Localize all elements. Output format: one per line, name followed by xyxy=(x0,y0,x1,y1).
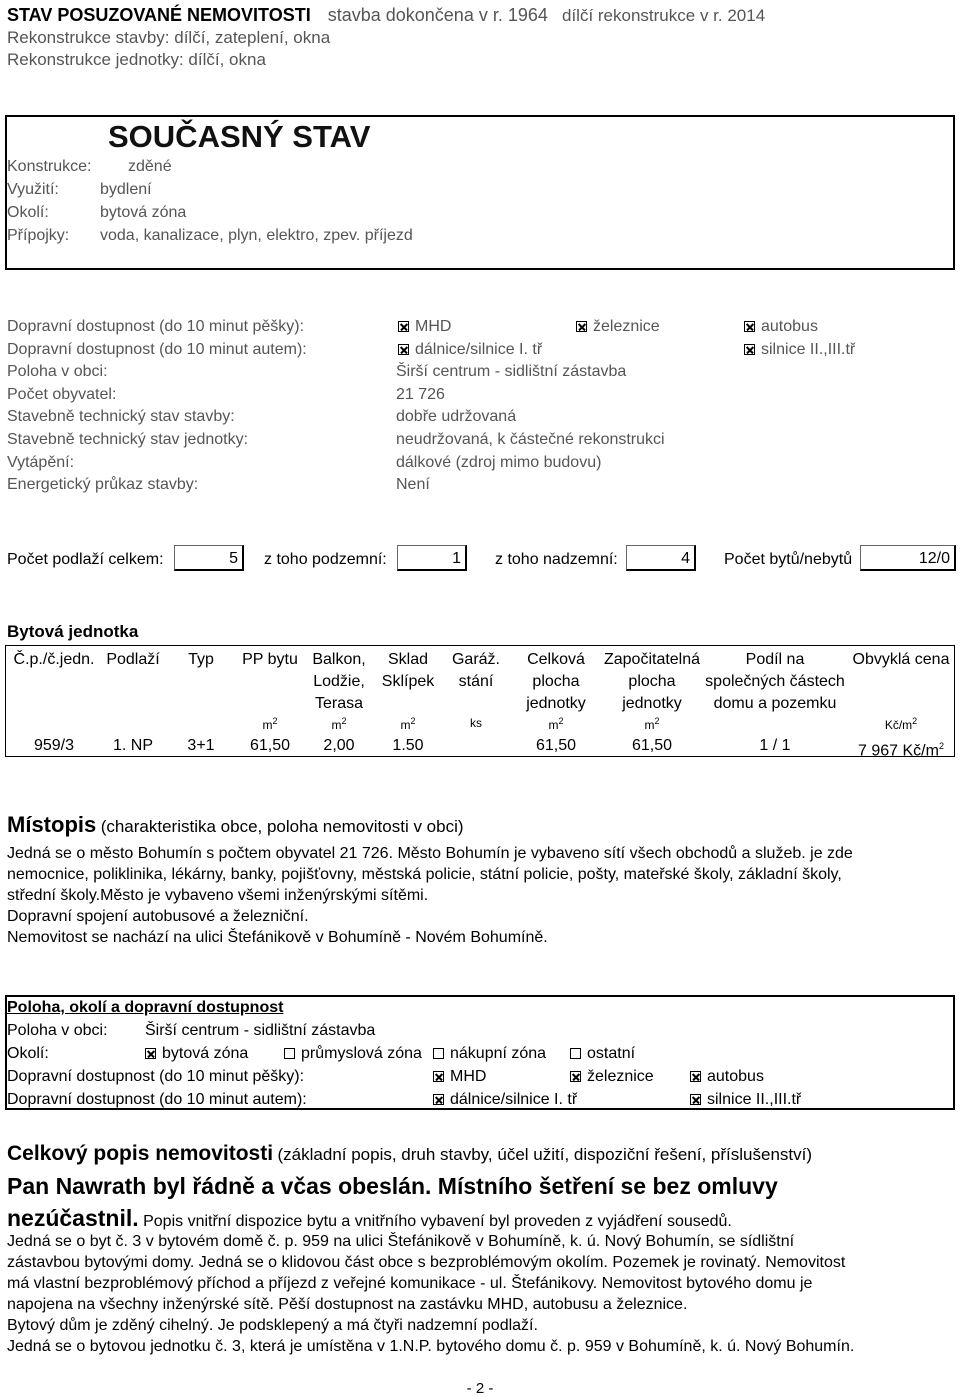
walk-mhd: MHD xyxy=(398,317,451,336)
unit-countable-area: $m^2$ xyxy=(644,716,660,732)
description-notice-end xyxy=(7,1205,732,1233)
floors-above-value: 4 xyxy=(626,545,696,571)
mistopis-heading xyxy=(7,812,464,838)
floors-above-label: z toho nadzemní: xyxy=(495,551,618,568)
unit-garage: ks xyxy=(470,716,482,730)
description-title: Celkový popis nemovitosti xyxy=(7,1142,274,1165)
construction-label: Konstrukce: xyxy=(7,158,92,175)
description-notice-word: nezúčastnil. xyxy=(7,1205,139,1231)
description-line: napojena na všechny inženýrské sítě. Pěší dostupnost na zastávku MHD, autobusu a železnice. xyxy=(7,1296,688,1313)
th-cp: Č.p./č.jedn. xyxy=(13,651,95,668)
walk-access-label: Dopravní dostupnost (do 10 minut pěšky): xyxy=(7,318,305,335)
checkbox-checked-icon xyxy=(433,1071,444,1082)
location-poloha-value: Širší centrum - sidlištní zástavba xyxy=(145,1022,376,1039)
info-value: dálkové (zdroj mimo budovu) xyxy=(396,454,602,471)
th-floor: Podlaží xyxy=(106,651,160,668)
floors-total-label: Počet podlaží celkem: xyxy=(7,551,164,568)
info-value: Není xyxy=(396,476,430,493)
description-line: Bytový dům je zděný cihelný. Je podsklepený a má čtyři nadzemní podlaží. xyxy=(7,1317,538,1334)
td-pp: 61,50 xyxy=(249,737,291,754)
info-label: Poloha v obci: xyxy=(7,363,108,380)
mistopis-line: Nemovitost se nachází na ulici Štefánikově v Bohumíně - Novém Bohumíně. xyxy=(7,929,548,946)
utilities-value: voda, kanalizace, plyn, elektro, zpev. příjezd xyxy=(100,227,413,244)
report-title: STAV POSUZOVANÉ NEMOVITOSTI xyxy=(7,5,311,25)
checkbox-checked-icon xyxy=(744,344,755,355)
checkbox-checked-icon xyxy=(398,344,409,355)
td-price: 7 967 $Kč/m^2$ xyxy=(858,741,944,760)
th-storage: Sklad Sklípek xyxy=(381,651,435,690)
unit-total-area: $m^2$ xyxy=(548,716,564,732)
location-car-highway: dálnice/silnice I. tř xyxy=(433,1090,577,1109)
usage-value: bydlení xyxy=(100,181,152,198)
checkbox-checked-icon xyxy=(145,1048,156,1059)
unit-storage: $m^2$ xyxy=(400,716,416,732)
usage-label: Využití: xyxy=(7,181,59,198)
mistopis-text xyxy=(7,843,953,948)
location-walk-bus: autobus xyxy=(690,1067,764,1086)
location-car-label: Dopravní dostupnost (do 10 minut autem): xyxy=(7,1091,307,1108)
info-label: Počet obyvatel: xyxy=(7,386,117,403)
location-walk-label: Dopravní dostupnost (do 10 minut pěšky): xyxy=(7,1068,305,1085)
checkbox-checked-icon xyxy=(570,1071,581,1082)
building-renovation: Rekonstrukce stavby: dílčí, zateplení, okna xyxy=(7,28,331,47)
checkbox-checked-icon xyxy=(576,321,587,332)
th-type: Typ xyxy=(188,651,214,668)
info-label: Energetický průkaz stavby: xyxy=(7,476,199,493)
walk-rail: železnice xyxy=(576,317,660,336)
location-poloha-label: Poloha v obci: xyxy=(7,1022,108,1039)
report-header xyxy=(7,5,548,27)
td-storage: 1.50 xyxy=(392,737,424,754)
th-countable-area: Započitatelná plocha jednotky xyxy=(603,651,701,712)
current-state-heading: SOUČASNÝ STAV xyxy=(108,119,371,154)
okoli-other: ostatní xyxy=(570,1044,635,1063)
info-value: 21 726 xyxy=(396,386,445,403)
td-cp: 959/3 xyxy=(33,737,75,754)
location-car-road: silnice II.,III.tř xyxy=(690,1090,801,1109)
unit-balcony: $m^2$ xyxy=(331,716,347,732)
mistopis-line: nemocnice, poliklinika, lékárny, banky, pojišťovny, městská policie, státní policie, pošty, mateřské školy, základní školy, xyxy=(7,866,842,883)
mistopis-line: Jedná se o město Bohumín s počtem obyvatel 21 726. Město Bohumín je vybaveno sítí všech obchodů a služeb. je zde xyxy=(7,845,853,862)
walk-bus: autobus xyxy=(744,317,818,336)
built-year: stavba dokončena v r. 1964 xyxy=(327,5,548,25)
checkbox-checked-icon xyxy=(744,321,755,332)
unit-renovation: Rekonstrukce jednotky: dílčí, okna xyxy=(7,50,266,69)
description-line: Jedná se o bytovou jednotku č. 3, která je umístěna v 1.N.P. bytového domu č. p. 959 v Bohumíně, k. ú. Nový Bohumín. xyxy=(7,1338,855,1355)
floors-under-label: z toho podzemní: xyxy=(264,551,387,568)
description-subtitle: (základní popis, druh stavby, účel užití, dispoziční řešení, příslušenství) xyxy=(277,1145,813,1164)
checkbox-empty-icon xyxy=(570,1048,581,1059)
checkbox-empty-icon xyxy=(433,1048,444,1059)
mistopis-line: Dopravní spojení autobusové a železniční. xyxy=(7,908,309,925)
description-line: zástavbou bytovými domy. Jedná se o klidovou část obce s bezproblémovým okolím. Pozemek je rovinatý. Nemovitost xyxy=(7,1254,846,1271)
th-pp: PP bytu xyxy=(242,651,298,668)
flats-label: Počet bytů/nebytů xyxy=(724,551,853,568)
unit-pp: $m^2$ xyxy=(262,716,278,732)
td-type: 3+1 xyxy=(187,737,215,754)
mistopis-title: Místopis xyxy=(7,812,97,837)
info-label: Vytápění: xyxy=(7,454,75,471)
description-heading xyxy=(7,1141,812,1166)
surroundings-label: Okolí: xyxy=(7,204,49,221)
description-notice: Pan Nawrath byl řádně a včas obeslán. Místního šetření se bez omluvy xyxy=(7,1173,778,1199)
floors-under-value: 1 xyxy=(397,545,467,571)
th-balcony: Balkon, Lodžie, Terasa xyxy=(312,651,366,712)
info-value: neudržovaná, k částečné rekonstrukci xyxy=(396,431,665,448)
mistopis-line: střední školy.Město je vybaveno všemi inženýrskými sítěmi. xyxy=(7,887,429,904)
description-line: Jedná se o byt č. 3 v bytovém domě č. p. 959 na ulici Štefánikově v Bohumíně, k. ú. Nový Bohumín, se sídlištní xyxy=(7,1233,795,1250)
location-okoli-label: Okolí: xyxy=(7,1045,49,1062)
location-title: Poloha, okolí a dopravní dostupnost xyxy=(7,999,284,1016)
unit-price: $Kč/m^2$ xyxy=(884,716,918,732)
car-road: silnice II.,III.tř xyxy=(744,340,855,359)
car-access-label: Dopravní dostupnost (do 10 minut autem): xyxy=(7,341,307,358)
td-floor: 1. NP xyxy=(112,737,153,754)
td-countable-area: 61,50 xyxy=(631,737,673,754)
th-share: Podíl na společných částech domu a pozemku xyxy=(705,651,845,712)
unit-table-title: Bytová jednotka xyxy=(7,622,139,641)
info-value: Širší centrum - sidlištní zástavba xyxy=(396,363,627,380)
flats-value: 12/0 xyxy=(860,545,956,571)
checkbox-checked-icon xyxy=(433,1094,444,1105)
td-balcony: 2,00 xyxy=(323,737,355,754)
td-total-area: 61,50 xyxy=(535,737,577,754)
floors-total-value: 5 xyxy=(174,545,244,571)
page-number: - 2 - xyxy=(466,1380,494,1397)
checkbox-checked-icon xyxy=(690,1071,701,1082)
renovation-year: dílčí rekonstrukce v r. 2014 xyxy=(562,6,766,25)
info-label: Stavebně technický stav stavby: xyxy=(7,408,235,425)
mistopis-subtitle: (charakteristika obce, poloha nemovitosti v obci) xyxy=(100,817,464,836)
surroundings-value: bytová zóna xyxy=(100,204,187,221)
th-price: Obvyklá cena xyxy=(852,651,950,668)
checkbox-checked-icon xyxy=(690,1094,701,1105)
location-walk-mhd: MHD xyxy=(433,1067,486,1086)
okoli-residential: bytová zóna xyxy=(145,1044,248,1063)
th-garage: Garáž. stání xyxy=(451,651,500,690)
info-label: Stavebně technický stav jednotky: xyxy=(7,431,249,448)
description-text xyxy=(7,1231,953,1357)
info-value: dobře udržovaná xyxy=(396,408,517,425)
checkbox-empty-icon xyxy=(284,1048,295,1059)
th-total-area: Celková plocha jednotky xyxy=(526,651,586,712)
construction-value: zděné xyxy=(128,158,172,175)
checkbox-checked-icon xyxy=(398,321,409,332)
td-share: 1 / 1 xyxy=(759,737,791,754)
okoli-industrial: průmyslová zóna xyxy=(284,1044,422,1063)
utilities-label: Přípojky: xyxy=(7,227,70,244)
description-line: má vlastní bezproblémový příchod a příjezd z veřejné komunikace - ul. Štefánikovy. Nemovitost bytového domu je xyxy=(7,1275,813,1292)
car-highway: dálnice/silnice I. tř xyxy=(398,340,542,359)
okoli-shopping: nákupní zóna xyxy=(433,1044,546,1063)
description-intro: Popis vnitřní dispozice bytu a vnitřního vybavení byl proveden z vyjádření sousedů. xyxy=(138,1213,732,1230)
location-walk-rail: železnice xyxy=(570,1067,654,1086)
